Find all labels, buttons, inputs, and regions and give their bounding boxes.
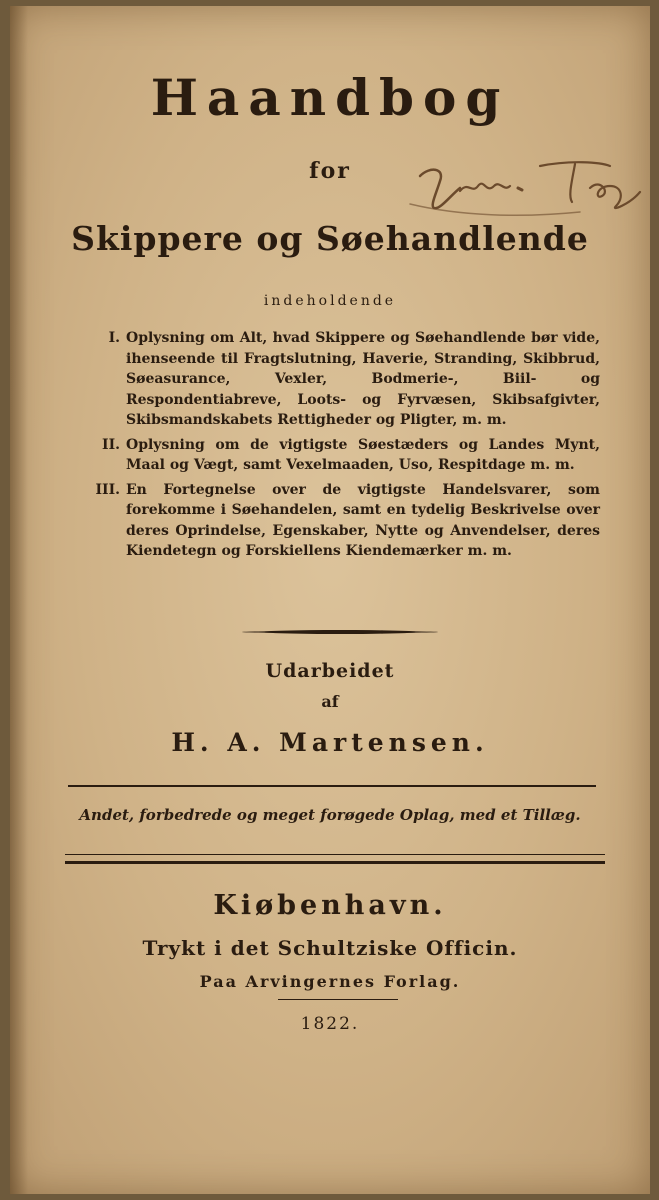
item-number: III. (95, 481, 120, 498)
by-label: af (321, 692, 339, 711)
item-text: Oplysning om de vigtigste Søestæders og Landes Mynt, Maal og Vægt, samt Vexelmaaden, Uso, Respitdage m. m. (126, 436, 600, 473)
edition-note: Andet, forbedrede og meget forøgede Oplag, med et Tillæg. (79, 806, 581, 824)
contents-list (78, 328, 600, 566)
imprint-publisher: Paa Arvingernes Forlag. (199, 972, 461, 991)
item-text: En Fortegnelse over de vigtigste Handelsvarer, som forekomme i Søehandelen, samt en tydelig Beskrivelse over deres Oprindelse, Egenskaber, Nytte og Anvendelser, deres Kiendetegn og Forskiellens Kiendemærker m. m. (126, 481, 600, 559)
book-title: Haandbog (150, 68, 510, 127)
contents-item (78, 480, 600, 562)
item-number: I. (108, 330, 120, 346)
title-connector: for (309, 158, 351, 184)
contents-item (78, 328, 600, 431)
imprint-city: Kiøbenhavn. (213, 890, 447, 921)
divider-line (68, 785, 596, 787)
authorship-label: Udarbeidet (265, 660, 395, 682)
contents-item (78, 435, 600, 476)
item-number: II. (102, 436, 120, 453)
title-page (10, 6, 650, 1194)
book-subtitle: Skippere og Søehandlende (71, 219, 589, 258)
ornamental-divider (242, 631, 438, 633)
handwritten-signature (400, 146, 650, 226)
short-divider (278, 999, 398, 1000)
imprint-printer: Trykt i det Schultziske Officin. (142, 936, 518, 960)
item-text: Oplysning om Alt, hvad Skippere og Søehandlende bør vide, ihenseende til Fragtslutning, Haverie, Stranding, Skibbrud, Søeasurance, Vexler, Bodmerie-, Biil- og Respondentiabreve, Loots- og Fyrvæsen, Skibsafgivter, Skibsmandskabets Rettigheder og Pligter, m. m. (126, 330, 600, 428)
double-divider (65, 854, 605, 864)
contents-label: indeholdende (263, 293, 397, 309)
author-name: H. A. Martensen. (171, 728, 489, 757)
imprint-year: 1822. (300, 1014, 360, 1034)
